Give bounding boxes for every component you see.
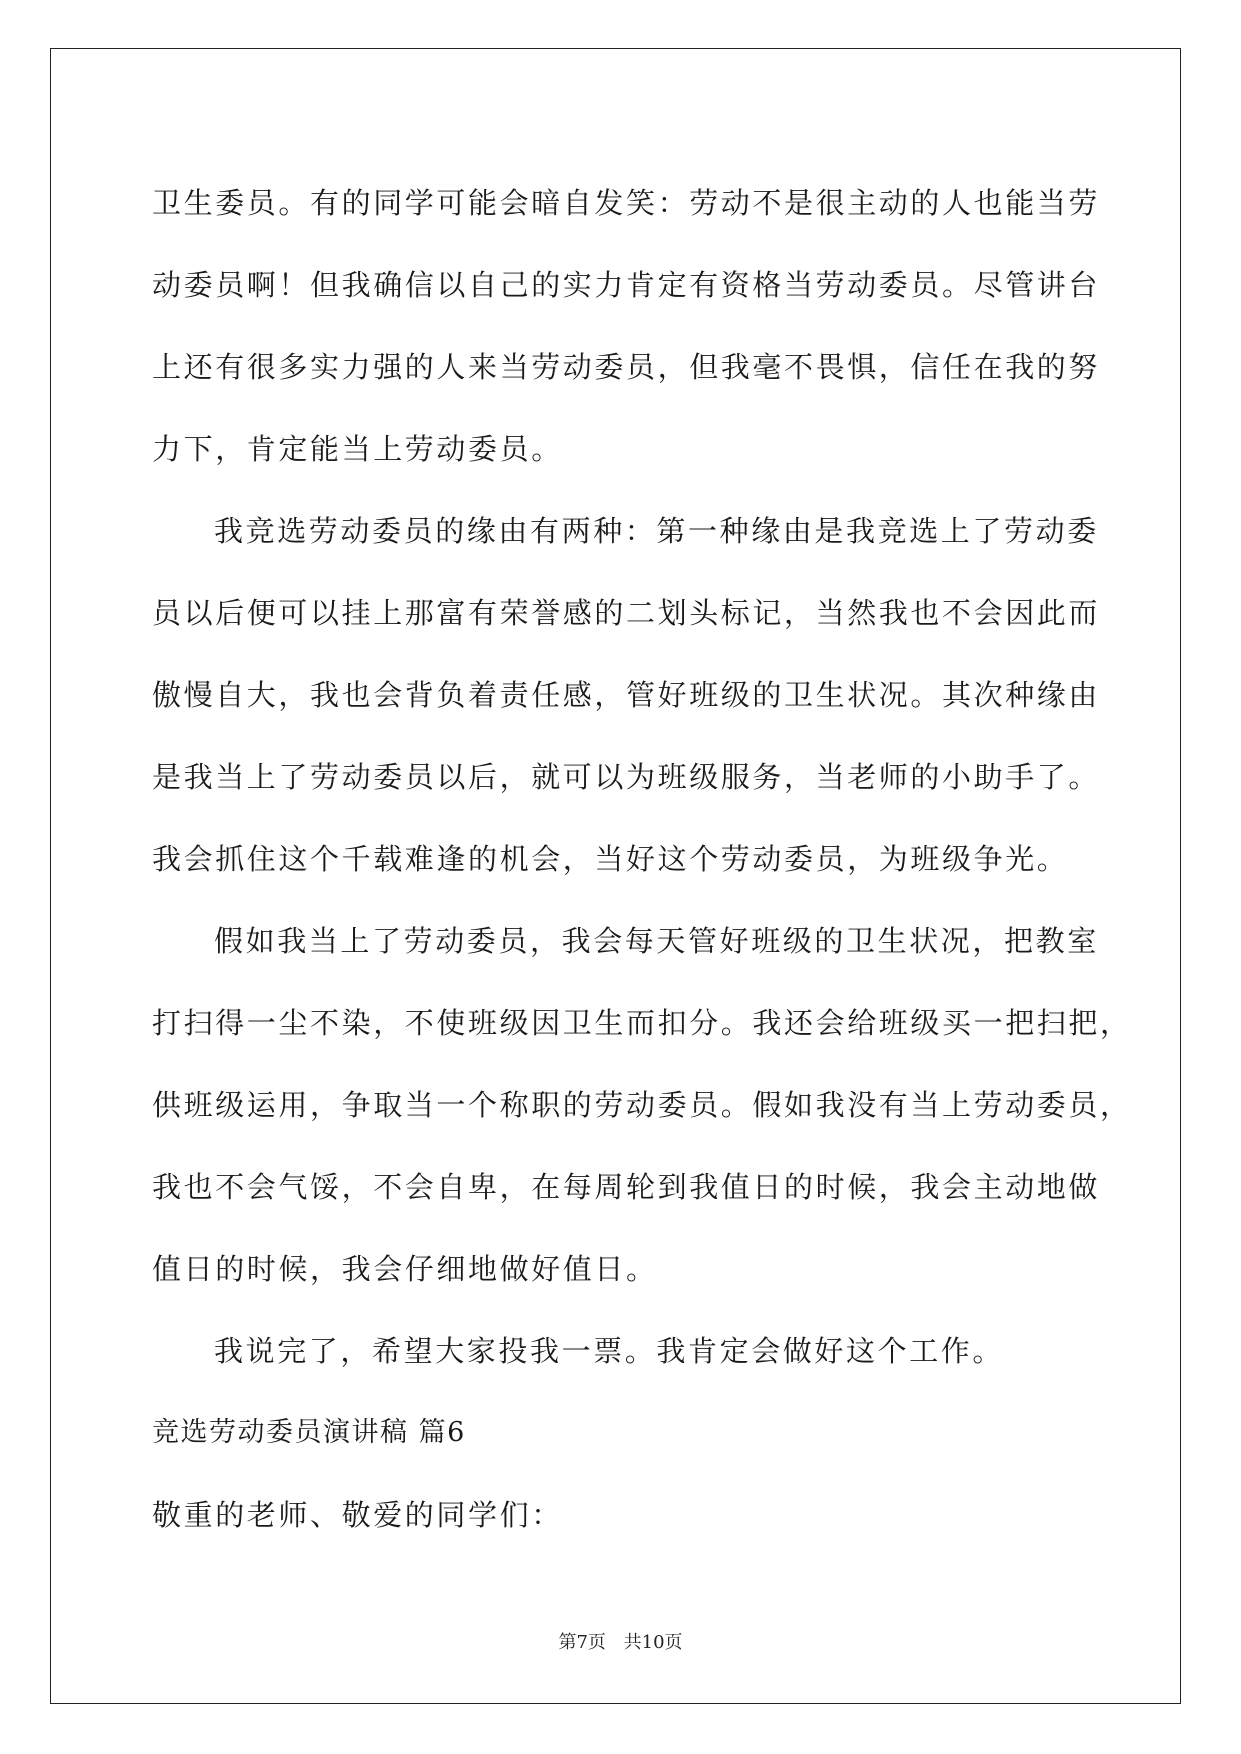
paragraph-line: 是我当上了劳动委员以后，就可以为班级服务，当老师的小助手了。 [152,760,1101,794]
section-heading: 竞选劳动委员演讲稿 篇6 [152,1417,466,1448]
page-total: 共10页 [623,1632,683,1653]
paragraph-line: 值日的时候，我会仔细地做好值日。 [152,1252,658,1286]
paragraph-line: 傲慢自大，我也会背负着责任感，管好班级的卫生状况。其次种缘由 [152,678,1101,712]
page-number: 第7页 [558,1632,606,1653]
paragraph-line: 动委员啊！但我确信以自己的实力肯定有资格当劳动委员。尽管讲台 [152,268,1101,302]
paragraph-line: 我也不会气馁，不会自卑，在每周轮到我值日的时候，我会主动地做 [152,1170,1101,1204]
paragraph-line: 打扫得一尘不染，不使班级因卫生而扣分。我还会给班级买一把扫把， [152,1006,1132,1040]
salutation: 敬重的老师、敬爱的同学们： [152,1498,563,1532]
paragraph-line: 我说完了，希望大家投我一票。我肯定会做好这个工作。 [214,1334,1005,1368]
paragraph-line: 上还有很多实力强的人来当劳动委员，但我毫不畏惧，信任在我的努 [152,350,1101,384]
paragraph-line: 我竞选劳动委员的缘由有两种：第一种缘由是我竞选上了劳动委 [214,514,1099,548]
paragraph-line: 供班级运用，争取当一个称职的劳动委员。假如我没有当上劳动委员， [152,1088,1132,1122]
paragraph-line: 我会抓住这个千载难逢的机会，当好这个劳动委员，为班级争光。 [152,842,1069,876]
paragraph-line: 假如我当上了劳动委员，我会每天管好班级的卫生状况，把教室 [214,924,1099,958]
paragraph-line: 员以后便可以挂上那富有荣誉感的二划头标记，当然我也不会因此而 [152,596,1101,630]
paragraph-line: 卫生委员。有的同学可能会暗自发笑：劳动不是很主动的人也能当劳 [152,186,1101,220]
paragraph-line: 力下，肯定能当上劳动委员。 [152,432,563,466]
document-body [152,162,1132,1556]
page-footer [0,1628,1241,1654]
